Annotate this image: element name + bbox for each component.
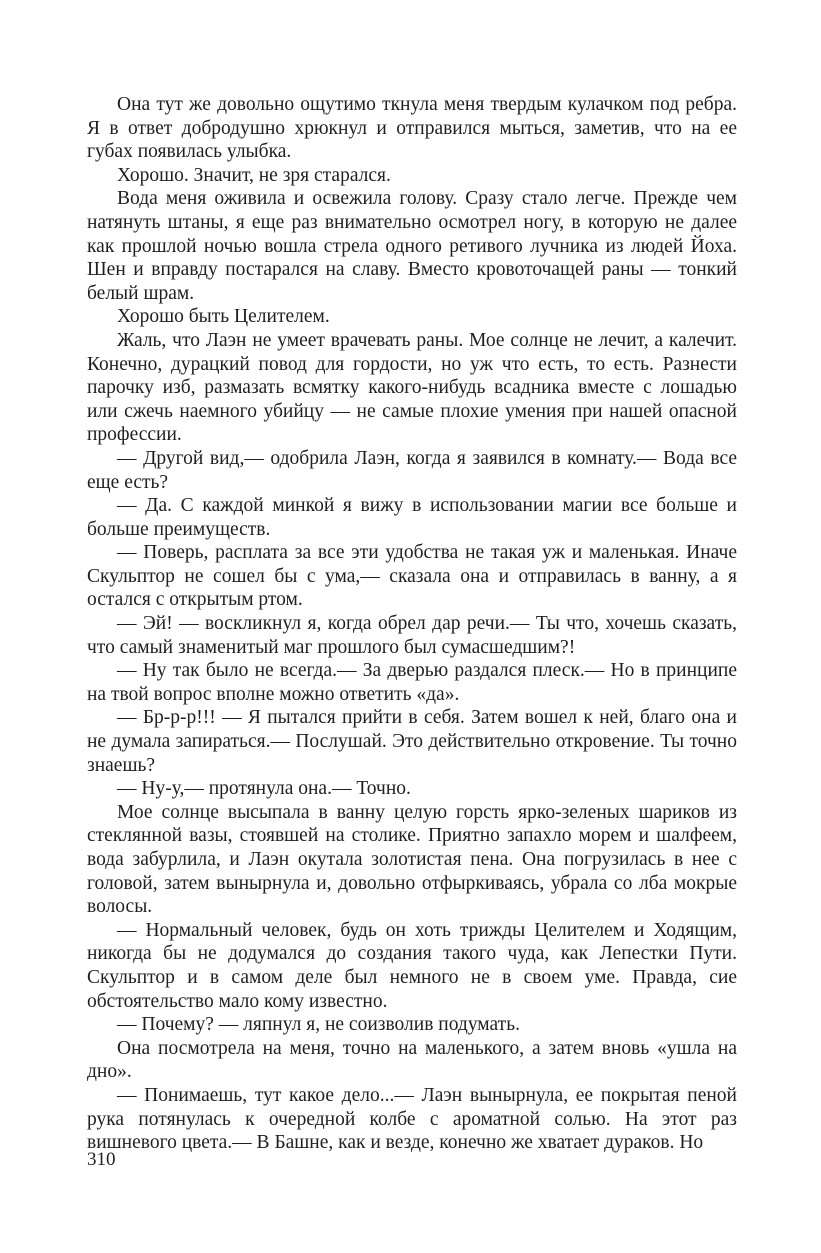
paragraph: — Эй! — воскликнул я, когда обрел дар речи.— Ты что, хочешь сказать, что самый знаменитый маг прошлого был сумасшедшим?! bbox=[87, 613, 737, 658]
paragraph: Она посмотрела на меня, точно на маленького, а затем вновь «ушла на дно». bbox=[87, 1037, 737, 1083]
paragraph: — Почему? — ляпнул я, не соизволив подумать. bbox=[117, 1014, 520, 1036]
page-body bbox=[87, 93, 737, 1155]
paragraph: Хорошо быть Целителем. bbox=[117, 306, 330, 328]
paragraph: Вода меня оживила и освежила голову. Сразу стало легче. Прежде чем натянуть штаны, я еще раз внимательно осмотрел ногу, в которую не далее как прошлой ночью вошла стрела одного ретивого лучника из людей Йоха. Шен и вправду постарался на славу. Вместо кровоточащей раны — тонкий белый шрам. bbox=[87, 188, 737, 304]
paragraph: — Нормальный человек, будь он хоть трижды Целителем и Ходящим, никогда бы не додумался до создания такого чуда, как Лепестки Пути. Скульптор и в самом деле был немного не в своем уме. Правда, сие обстоятельство мало кому известно. bbox=[87, 919, 737, 1012]
paragraph: Она тут же довольно ощутимо ткнула меня твердым кулачком под ребра. Я в ответ добродушно хрюкнул и отправился мыться, заметив, что на ее губах появилась улыбка. bbox=[87, 94, 737, 163]
paragraph: — Понимаешь, тут какое дело...— Лаэн вынырнула, ее покрытая пеной рука потянулась к очередной колбе с ароматной солью. На этот раз вишневого цвета.— В Башне, как и везде, конечно же хватает дураков. Но bbox=[87, 1084, 737, 1154]
paragraph: Хорошо. Значит, не зря старался. bbox=[117, 164, 391, 186]
paragraph: — Бр-р-р!!! — Я пытался прийти в себя. Затем вошел к ней, благо она и не думала запираться.— Послушай. Это действительно откровение. Ты точно знаешь? bbox=[87, 707, 737, 776]
paragraph: — Ну-у,— протянула она.— Точно. bbox=[117, 778, 411, 800]
paragraph: Мое солнце высыпала в ванну целую горсть ярко-зеленых шариков из стеклянной вазы, стоявшей на столике. Приятно запахло морем и шалфеем, вода забурлила, и Лаэн окутала золотистая пена. Она погрузилась в нее с головой, затем вынырнула и, довольно отфыркиваясь, убрала со лба мокрые волосы. bbox=[87, 801, 737, 918]
paragraph: Жаль, что Лаэн не умеет врачевать раны. Мое солнце не лечит, а калечит. Конечно, дурацкий повод для гордости, но уж что есть, то есть. Разнести парочку изб, размазать всмятку какого-нибудь всадника вместе с лошадью или сжечь наемного убийцу — не самые плохие умения при нашей опасной профессии. bbox=[87, 329, 737, 446]
paragraph: — Ну так было не всегда.— За дверью раздался плеск.— Но в принципе на твой вопрос вполне можно ответить «да». bbox=[87, 660, 737, 705]
paragraph: — Другой вид,— одобрила Лаэн, когда я заявился в комнату.— Вода все еще есть? bbox=[87, 447, 737, 493]
paragraph: — Поверь, расплата за все эти удобства не такая уж и маленькая. Иначе Скульптор не сошел бы с ума,— сказала она и отправилась в ванну, а я остался с открытым ртом. bbox=[87, 542, 737, 611]
paragraph: — Да. С каждой минкой я вижу в использовании магии все больше и больше преимуществ. bbox=[87, 495, 737, 540]
page-number: 310 bbox=[87, 1149, 116, 1170]
